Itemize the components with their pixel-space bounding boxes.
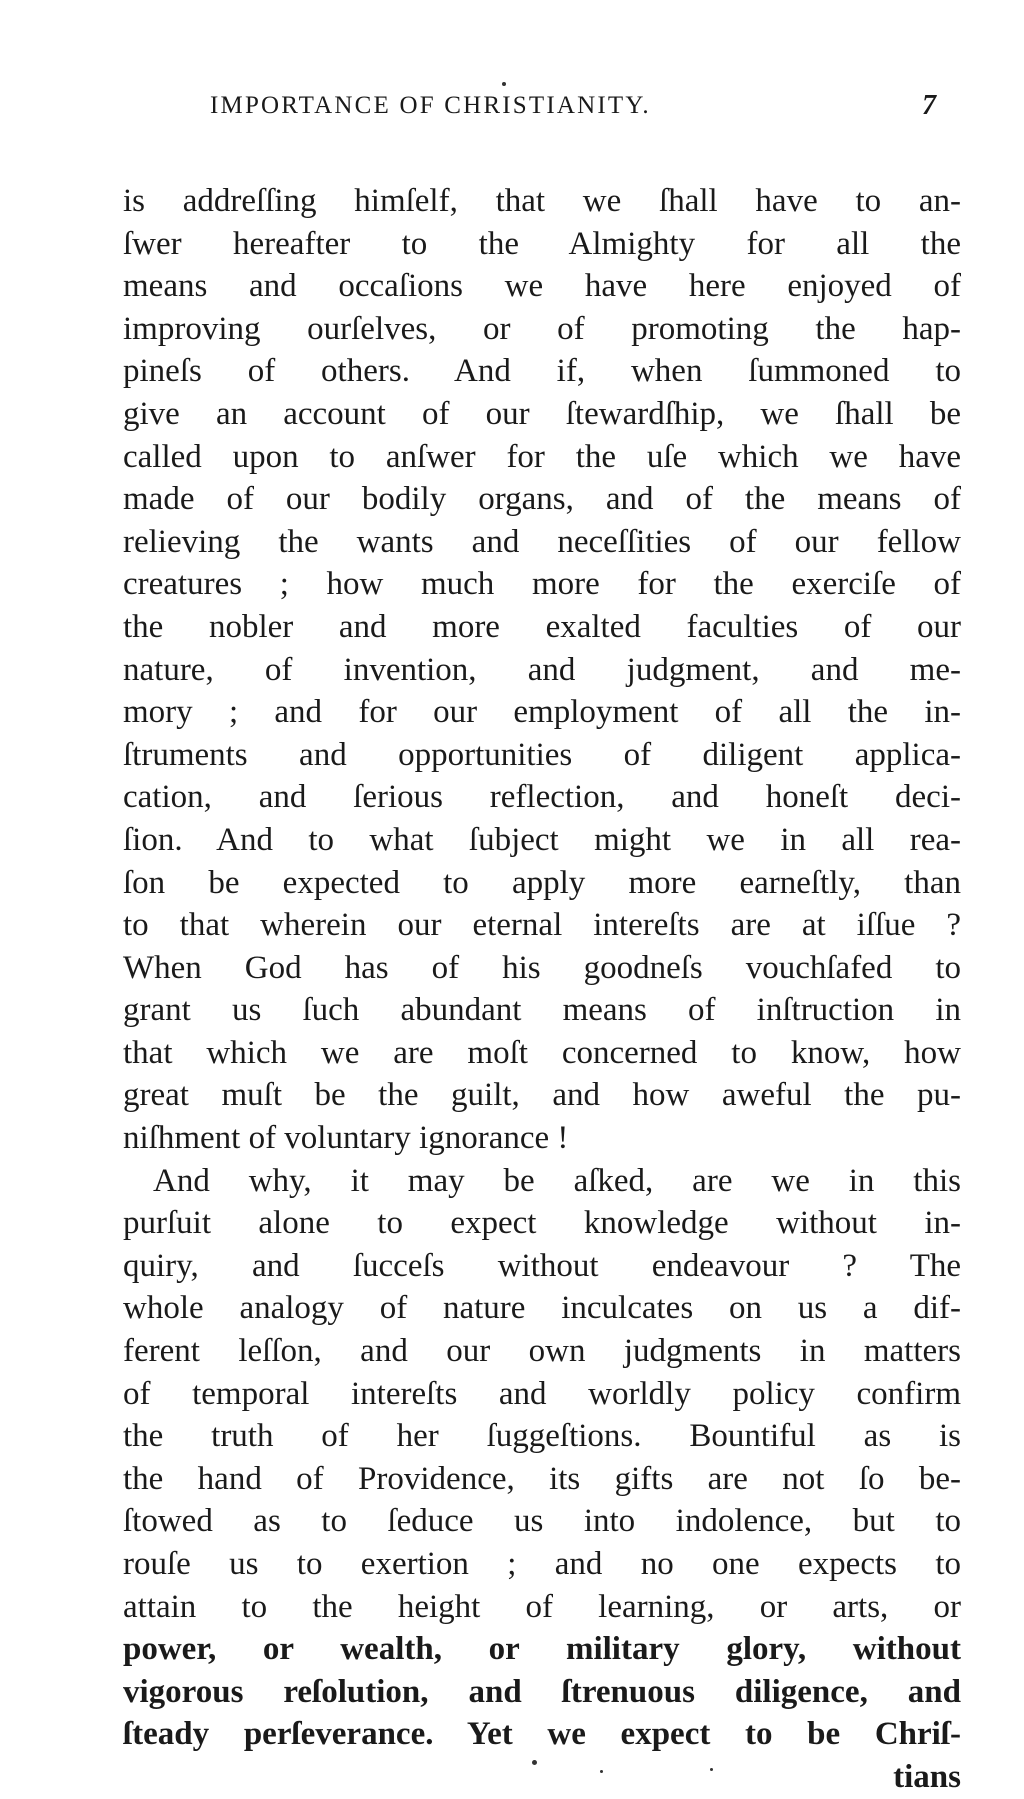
text-line: improving ourſelves, or of promoting the hap- [123,310,961,347]
text-line: the nobler and more exalted faculties of our [123,608,961,645]
text-line: ſion. And to what ſubject might we in all rea- [123,821,961,858]
text-line: ſwer hereafter to the Almighty for all the [123,225,961,262]
text-line: great muſt be the guilt, and how aweful the pu- [123,1077,961,1114]
text-line: quiry, and ſucceſs without endeavour ? The [123,1247,961,1284]
text-line: tians [893,1758,961,1795]
text-line: called upon to anſwer for the uſe which we have [123,438,961,475]
text-line: the hand of Providence, its gifts are not ſo be- [123,1460,961,1497]
text-line: When God has of his goodneſs vouchſafed to [123,949,961,986]
text-line: And why, it may be aſked, are we in this [153,1162,961,1199]
text-line: of temporal intereſts and worldly policy confirm [123,1375,961,1412]
text-line: ferent leſſon, and our own judgments in matters [123,1333,961,1370]
text-line: mory ; and for our employment of all the in- [123,694,961,731]
text-line: cation, and ſerious reflection, and honeſt deci- [123,779,961,816]
text-line: rouſe us to exertion ; and no one expects to [123,1546,961,1582]
text-line: attain to the height of learning, or arts, or [123,1588,961,1625]
text-line: pineſs of others. And if, when ſummoned to [123,353,961,390]
print-speck [532,1760,537,1765]
text-line: give an account of our ſtewardſhip, we ſhall be [123,395,961,432]
text-line: is addreſſing himſelf, that we ſhall have to an- [123,183,961,219]
text-line: ſtruments and opportunities of diligent applica- [123,736,961,773]
text-line: ſteady perſeverance. Yet we expect to be Chriſ- [123,1716,961,1753]
text-line: niſhment of voluntary ignorance ! [123,1120,569,1157]
text-line: means and occaſions we have here enjoyed of [123,268,961,305]
text-line: grant us ſuch abundant means of inſtruction in [123,992,961,1029]
text-line: power, or wealth, or military glory, without [123,1631,961,1668]
text-line: creatures ; how much more for the exerciſe of [123,566,961,603]
text-line: ſon be expected to apply more earneſtly, than [123,864,961,901]
page-number: 7 [922,90,936,121]
text-line: to that wherein our eternal intereſts are at iſſue ? [123,907,961,944]
text-line: whole analogy of nature inculcates on us a dif- [123,1290,961,1327]
text-line: ſtowed as to ſeduce us into indolence, but to [123,1503,961,1540]
text-line: nature, of invention, and judgment, and me- [123,651,961,688]
text-line: the truth of her ſuggeſtions. Bountiful as is [123,1418,961,1455]
running-header: IMPORTANCE OF CHRISTIANITY. [210,92,651,119]
text-line: relieving the wants and neceſſities of our fellow [123,523,961,560]
text-line: vigorous reſolution, and ſtrenuous diligence, and [123,1673,961,1710]
text-line: made of our bodily organs, and of the means of [123,481,961,518]
print-speck [710,1768,713,1771]
text-line: purſuit alone to expect knowledge without in- [123,1205,961,1242]
page-body [123,180,961,1799]
print-speck [600,1770,603,1773]
print-speck [502,82,506,86]
text-line: that which we are moſt concerned to know, how [123,1034,961,1071]
